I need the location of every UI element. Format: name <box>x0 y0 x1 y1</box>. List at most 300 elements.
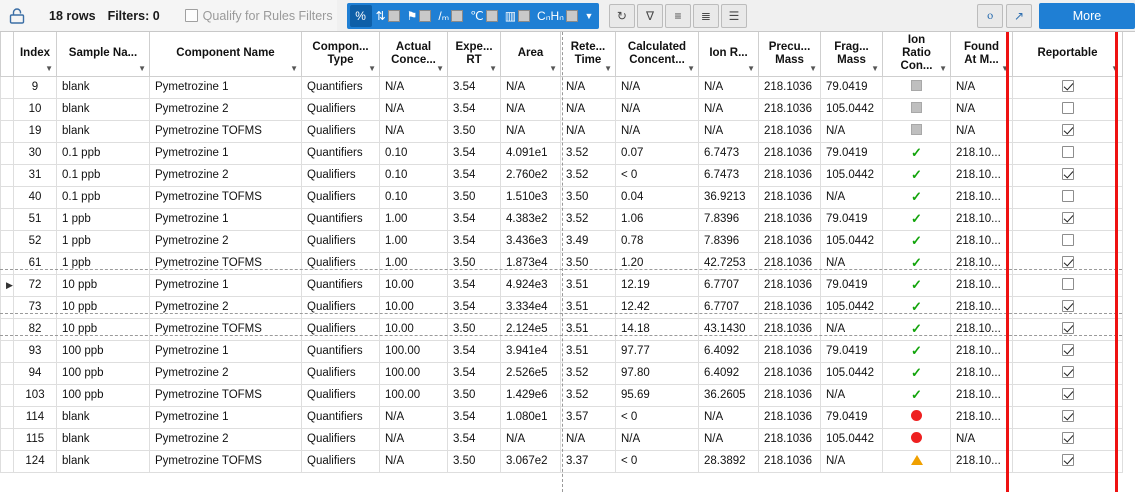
cell-comp_type[interactable]: Quantifiers <box>302 340 380 362</box>
column-header-reportable[interactable]: Reportable ▼ <box>1013 32 1123 76</box>
row-marker[interactable] <box>1 164 14 186</box>
cell-ret_time[interactable]: 3.50 <box>561 252 616 274</box>
row-marker[interactable] <box>1 120 14 142</box>
cell-actual_conc[interactable]: 10.00 <box>380 318 448 340</box>
cell-found_at_m[interactable]: 218.10... <box>951 450 1013 472</box>
cell-reportable[interactable] <box>1013 76 1123 98</box>
cell-exp_rt[interactable]: 3.54 <box>448 296 501 318</box>
cell-calc_conc[interactable]: < 0 <box>616 406 699 428</box>
cell-reportable[interactable] <box>1013 428 1123 450</box>
cell-found_at_m[interactable]: 218.10... <box>951 318 1013 340</box>
cell-actual_conc[interactable]: 0.10 <box>380 164 448 186</box>
cell-component[interactable]: Pymetrozine TOFMS <box>150 384 302 406</box>
cell-exp_rt[interactable]: 3.54 <box>448 208 501 230</box>
chevron-down-icon[interactable]: ▼ <box>436 63 444 73</box>
table-row[interactable] <box>1 274 1123 296</box>
cell-precursor[interactable]: 218.1036 <box>759 428 821 450</box>
cell-component[interactable]: Pymetrozine 2 <box>150 164 302 186</box>
cell-calc_conc[interactable]: 12.19 <box>616 274 699 296</box>
checkbox-box[interactable] <box>185 9 198 22</box>
cell-found_at_m[interactable]: 218.10... <box>951 186 1013 208</box>
cell-found_at_m[interactable]: 218.10... <box>951 230 1013 252</box>
cell-index[interactable]: 9 <box>14 76 57 98</box>
chromatogram-icon[interactable]: ⲟ <box>977 4 1003 28</box>
cell-calc_conc[interactable]: N/A <box>616 76 699 98</box>
cell-ion_ratio[interactable]: 7.8396 <box>699 230 759 252</box>
cell-reportable[interactable] <box>1013 186 1123 208</box>
cell-sample[interactable]: 0.1 ppb <box>57 142 150 164</box>
table-row[interactable] <box>1 340 1123 362</box>
cell-component[interactable]: Pymetrozine 2 <box>150 428 302 450</box>
cell-index[interactable]: 115 <box>14 428 57 450</box>
cell-reportable[interactable] <box>1013 230 1123 252</box>
cell-fragment[interactable]: 79.0419 <box>821 208 883 230</box>
row-marker[interactable] <box>1 384 14 406</box>
reportable-checkbox[interactable] <box>1062 410 1074 422</box>
cell-exp_rt[interactable]: 3.50 <box>448 186 501 208</box>
refresh-icon[interactable]: ↻ <box>609 4 635 28</box>
cell-comp_type[interactable]: Quantifiers <box>302 76 380 98</box>
cell-actual_conc[interactable]: N/A <box>380 98 448 120</box>
chevron-down-icon[interactable]: ▼ <box>290 63 298 73</box>
cell-component[interactable]: Pymetrozine 1 <box>150 76 302 98</box>
cell-precursor[interactable]: 218.1036 <box>759 296 821 318</box>
cell-exp_rt[interactable]: 3.54 <box>448 164 501 186</box>
table-row[interactable] <box>1 186 1123 208</box>
row-marker[interactable] <box>1 274 14 296</box>
formula-icon[interactable]: CₙHₙ <box>534 5 581 27</box>
cell-ret_time[interactable]: N/A <box>561 76 616 98</box>
cell-ion_ratio[interactable]: 43.1430 <box>699 318 759 340</box>
column-header-component[interactable]: Component Name ▼ <box>150 32 302 76</box>
column-header-precursor[interactable]: Precu... Mass ▼ <box>759 32 821 76</box>
cell-component[interactable]: Pymetrozine 1 <box>150 142 302 164</box>
cell-ret_time[interactable]: 3.52 <box>561 362 616 384</box>
cell-found_at_m[interactable]: 218.10... <box>951 142 1013 164</box>
reportable-checkbox[interactable] <box>1062 102 1074 114</box>
cell-component[interactable]: Pymetrozine TOFMS <box>150 120 302 142</box>
cell-area[interactable]: 1.873e4 <box>501 252 561 274</box>
filter-icon[interactable]: ∇ <box>637 4 663 28</box>
column-header-found_at_m[interactable]: Found At M... ▼ <box>951 32 1013 76</box>
cell-exp_rt[interactable]: 3.54 <box>448 274 501 296</box>
cell-area[interactable]: N/A <box>501 428 561 450</box>
cell-ret_time[interactable]: 3.51 <box>561 296 616 318</box>
chevron-down-icon[interactable]: ▼ <box>939 63 947 73</box>
list-icon[interactable]: ☰ <box>721 4 747 28</box>
cell-fragment[interactable]: N/A <box>821 252 883 274</box>
cell-reportable[interactable] <box>1013 296 1123 318</box>
cell-sample[interactable]: 0.1 ppb <box>57 164 150 186</box>
cell-area[interactable]: 2.526e5 <box>501 362 561 384</box>
table-row[interactable] <box>1 362 1123 384</box>
bar-chart-icon[interactable]: ▥ <box>502 5 533 27</box>
column-header-exp_rt[interactable]: Expe... RT ▼ <box>448 32 501 76</box>
cell-actual_conc[interactable]: 10.00 <box>380 296 448 318</box>
table-row[interactable] <box>1 428 1123 450</box>
cell-calc_conc[interactable]: 95.69 <box>616 384 699 406</box>
qualify-for-rules-filters-checkbox[interactable] <box>185 9 333 23</box>
cell-area[interactable]: 3.436e3 <box>501 230 561 252</box>
cell-found_at_m[interactable]: N/A <box>951 120 1013 142</box>
row-marker[interactable] <box>1 362 14 384</box>
cell-component[interactable]: Pymetrozine 2 <box>150 362 302 384</box>
cell-comp_type[interactable]: Qualifiers <box>302 384 380 406</box>
cell-reportable[interactable] <box>1013 318 1123 340</box>
cell-reportable[interactable] <box>1013 208 1123 230</box>
cell-component[interactable]: Pymetrozine TOFMS <box>150 186 302 208</box>
row-marker[interactable] <box>1 428 14 450</box>
cell-actual_conc[interactable]: 100.00 <box>380 362 448 384</box>
cell-exp_rt[interactable]: 3.50 <box>448 318 501 340</box>
cell-calc_conc[interactable]: 97.77 <box>616 340 699 362</box>
cell-area[interactable]: 3.067e2 <box>501 450 561 472</box>
cell-actual_conc[interactable]: 1.00 <box>380 230 448 252</box>
reportable-checkbox[interactable] <box>1062 388 1074 400</box>
per-amu-icon[interactable]: /ₘ <box>435 5 466 27</box>
cell-ion_ratio[interactable]: 36.2605 <box>699 384 759 406</box>
cell-fragment[interactable]: 105.0442 <box>821 362 883 384</box>
cell-area[interactable]: 2.760e2 <box>501 164 561 186</box>
column-header-comp_type[interactable]: Compon... Type ▼ <box>302 32 380 76</box>
cell-exp_rt[interactable]: 3.50 <box>448 384 501 406</box>
cell-sample[interactable]: blank <box>57 406 150 428</box>
cell-component[interactable]: Pymetrozine 2 <box>150 98 302 120</box>
cell-comp_type[interactable]: Quantifiers <box>302 142 380 164</box>
cell-index[interactable]: 40 <box>14 186 57 208</box>
row-marker[interactable] <box>1 208 14 230</box>
cell-found_at_m[interactable]: 218.10... <box>951 340 1013 362</box>
cell-precursor[interactable]: 218.1036 <box>759 164 821 186</box>
cell-comp_type[interactable]: Qualifiers <box>302 98 380 120</box>
cell-index[interactable]: 114 <box>14 406 57 428</box>
cell-exp_rt[interactable]: 3.50 <box>448 252 501 274</box>
cell-ion_ratio[interactable]: 6.4092 <box>699 340 759 362</box>
cell-exp_rt[interactable]: 3.54 <box>448 142 501 164</box>
cell-calc_conc[interactable]: 12.42 <box>616 296 699 318</box>
chevron-down-icon[interactable]: ▼ <box>45 63 53 73</box>
cell-comp_type[interactable]: Quantifiers <box>302 406 380 428</box>
cell-area[interactable]: 4.091e1 <box>501 142 561 164</box>
cell-calc_conc[interactable]: 0.07 <box>616 142 699 164</box>
column-header-sample[interactable]: Sample Na... ▼ <box>57 32 150 76</box>
cell-found_at_m[interactable]: 218.10... <box>951 274 1013 296</box>
table-row[interactable] <box>1 142 1123 164</box>
cell-precursor[interactable]: 218.1036 <box>759 406 821 428</box>
cell-precursor[interactable]: 218.1036 <box>759 208 821 230</box>
sort-ascending-icon[interactable]: ⇅ <box>373 5 403 27</box>
percent-icon[interactable]: % <box>350 5 372 27</box>
cell-sample[interactable]: 10 ppb <box>57 296 150 318</box>
reportable-checkbox[interactable] <box>1062 300 1074 312</box>
reportable-checkbox[interactable] <box>1062 168 1074 180</box>
lock-icon[interactable] <box>6 5 28 27</box>
chevron-down-icon[interactable]: ▼ <box>138 63 146 73</box>
cell-calc_conc[interactable]: N/A <box>616 428 699 450</box>
cell-index[interactable]: 124 <box>14 450 57 472</box>
table-row[interactable] <box>1 384 1123 406</box>
cell-calc_conc[interactable]: N/A <box>616 120 699 142</box>
cell-comp_type[interactable]: Qualifiers <box>302 296 380 318</box>
cell-fragment[interactable]: 105.0442 <box>821 230 883 252</box>
cell-fragment[interactable]: N/A <box>821 120 883 142</box>
cell-ion_ratio[interactable]: 42.7253 <box>699 252 759 274</box>
cell-found_at_m[interactable]: 218.10... <box>951 384 1013 406</box>
table-row[interactable] <box>1 208 1123 230</box>
cell-actual_conc[interactable]: 0.10 <box>380 186 448 208</box>
cell-calc_conc[interactable]: 0.78 <box>616 230 699 252</box>
cell-ret_time[interactable]: 3.51 <box>561 274 616 296</box>
reportable-checkbox[interactable] <box>1062 454 1074 466</box>
cell-sample[interactable]: 100 ppb <box>57 362 150 384</box>
column-header-actual_conc[interactable]: Actual Conce... ▼ <box>380 32 448 76</box>
cell-sample[interactable]: blank <box>57 98 150 120</box>
cell-fragment[interactable]: N/A <box>821 186 883 208</box>
cell-exp_rt[interactable]: 3.50 <box>448 450 501 472</box>
cell-ret_time[interactable]: 3.52 <box>561 208 616 230</box>
cell-index[interactable]: 94 <box>14 362 57 384</box>
cell-component[interactable]: Pymetrozine 1 <box>150 406 302 428</box>
cell-comp_type[interactable]: Qualifiers <box>302 318 380 340</box>
cell-sample[interactable]: 10 ppb <box>57 274 150 296</box>
table-row[interactable] <box>1 318 1123 340</box>
table-row[interactable] <box>1 120 1123 142</box>
cell-index[interactable]: 93 <box>14 340 57 362</box>
cell-precursor[interactable]: 218.1036 <box>759 318 821 340</box>
cell-fragment[interactable]: 79.0419 <box>821 406 883 428</box>
cell-found_at_m[interactable]: N/A <box>951 76 1013 98</box>
cell-sample[interactable]: blank <box>57 76 150 98</box>
cell-index[interactable]: 30 <box>14 142 57 164</box>
cell-sample[interactable]: 1 ppb <box>57 230 150 252</box>
cell-fragment[interactable]: 79.0419 <box>821 142 883 164</box>
table-row[interactable] <box>1 76 1123 98</box>
cell-ret_time[interactable]: 3.49 <box>561 230 616 252</box>
cell-actual_conc[interactable]: N/A <box>380 120 448 142</box>
cell-precursor[interactable]: 218.1036 <box>759 120 821 142</box>
chevron-down-icon[interactable]: ▼ <box>687 63 695 73</box>
row-marker[interactable] <box>1 230 14 252</box>
cell-area[interactable]: 2.124e5 <box>501 318 561 340</box>
chevron-down-icon[interactable]: ▼ <box>747 63 755 73</box>
cell-index[interactable]: 51 <box>14 208 57 230</box>
row-marker[interactable] <box>1 318 14 340</box>
cell-ret_time[interactable]: 3.52 <box>561 142 616 164</box>
cell-found_at_m[interactable]: 218.10... <box>951 208 1013 230</box>
results-grid[interactable] <box>0 32 1135 492</box>
row-marker[interactable] <box>1 252 14 274</box>
cell-index[interactable]: 72 <box>14 274 57 296</box>
cell-component[interactable]: Pymetrozine 1 <box>150 340 302 362</box>
align-left-icon[interactable]: ≡ <box>665 4 691 28</box>
chevron-down-icon[interactable]: ▼ <box>1111 63 1119 73</box>
reportable-checkbox[interactable] <box>1062 212 1074 224</box>
reportable-checkbox[interactable] <box>1062 322 1074 334</box>
cell-area[interactable]: 4.924e3 <box>501 274 561 296</box>
cell-ion_ratio[interactable]: N/A <box>699 98 759 120</box>
row-marker[interactable] <box>1 142 14 164</box>
cell-precursor[interactable]: 218.1036 <box>759 384 821 406</box>
cell-sample[interactable]: 10 ppb <box>57 318 150 340</box>
cell-reportable[interactable] <box>1013 362 1123 384</box>
cell-ion_ratio[interactable]: 36.9213 <box>699 186 759 208</box>
cell-found_at_m[interactable]: 218.10... <box>951 362 1013 384</box>
row-marker[interactable] <box>1 406 14 428</box>
cell-found_at_m[interactable]: N/A <box>951 98 1013 120</box>
cell-exp_rt[interactable]: 3.50 <box>448 120 501 142</box>
cell-fragment[interactable]: N/A <box>821 318 883 340</box>
cell-fragment[interactable]: 79.0419 <box>821 76 883 98</box>
cell-actual_conc[interactable]: 0.10 <box>380 142 448 164</box>
cell-area[interactable]: 1.080e1 <box>501 406 561 428</box>
cell-ion_ratio[interactable]: N/A <box>699 428 759 450</box>
cell-precursor[interactable]: 218.1036 <box>759 230 821 252</box>
cell-fragment[interactable]: 105.0442 <box>821 98 883 120</box>
cell-ion_ratio[interactable]: N/A <box>699 406 759 428</box>
cell-precursor[interactable]: 218.1036 <box>759 362 821 384</box>
cell-exp_rt[interactable]: 3.54 <box>448 362 501 384</box>
table-row[interactable] <box>1 164 1123 186</box>
cell-area[interactable]: N/A <box>501 76 561 98</box>
row-marker[interactable] <box>1 450 14 472</box>
cell-ret_time[interactable]: 3.37 <box>561 450 616 472</box>
cell-comp_type[interactable]: Qualifiers <box>302 252 380 274</box>
cell-precursor[interactable]: 218.1036 <box>759 142 821 164</box>
cell-exp_rt[interactable]: 3.54 <box>448 230 501 252</box>
cell-ret_time[interactable]: 3.57 <box>561 406 616 428</box>
cell-reportable[interactable] <box>1013 164 1123 186</box>
reportable-checkbox[interactable] <box>1062 278 1074 290</box>
cell-comp_type[interactable]: Qualifiers <box>302 362 380 384</box>
cell-component[interactable]: Pymetrozine 2 <box>150 230 302 252</box>
cell-calc_conc[interactable]: 1.06 <box>616 208 699 230</box>
cell-ion_ratio[interactable]: 6.4092 <box>699 362 759 384</box>
cell-index[interactable]: 73 <box>14 296 57 318</box>
table-row[interactable] <box>1 98 1123 120</box>
cell-reportable[interactable] <box>1013 450 1123 472</box>
temperature-icon[interactable]: ℃ <box>467 5 500 27</box>
table-row[interactable] <box>1 230 1123 252</box>
reportable-checkbox[interactable] <box>1062 146 1074 158</box>
cell-component[interactable]: Pymetrozine 2 <box>150 296 302 318</box>
cell-precursor[interactable]: 218.1036 <box>759 98 821 120</box>
cell-found_at_m[interactable]: 218.10... <box>951 406 1013 428</box>
cell-exp_rt[interactable]: 3.54 <box>448 428 501 450</box>
cell-component[interactable]: Pymetrozine TOFMS <box>150 318 302 340</box>
cell-area[interactable]: N/A <box>501 120 561 142</box>
cell-sample[interactable]: 1 ppb <box>57 252 150 274</box>
cell-ion_ratio[interactable]: 6.7473 <box>699 164 759 186</box>
cell-calc_conc[interactable]: N/A <box>616 98 699 120</box>
cell-sample[interactable]: 1 ppb <box>57 208 150 230</box>
column-header-area[interactable]: Area ▼ <box>501 32 561 76</box>
cell-fragment[interactable]: 105.0442 <box>821 164 883 186</box>
cell-fragment[interactable]: 105.0442 <box>821 296 883 318</box>
cell-calc_conc[interactable]: < 0 <box>616 164 699 186</box>
cell-comp_type[interactable]: Qualifiers <box>302 428 380 450</box>
cell-ion_ratio[interactable]: 6.7707 <box>699 274 759 296</box>
reportable-checkbox[interactable] <box>1062 366 1074 378</box>
cell-exp_rt[interactable]: 3.54 <box>448 340 501 362</box>
cell-reportable[interactable] <box>1013 406 1123 428</box>
cell-index[interactable]: 103 <box>14 384 57 406</box>
cell-ret_time[interactable]: N/A <box>561 120 616 142</box>
cell-actual_conc[interactable]: 100.00 <box>380 340 448 362</box>
reportable-checkbox[interactable] <box>1062 190 1074 202</box>
cell-ret_time[interactable]: N/A <box>561 98 616 120</box>
cell-ret_time[interactable]: 3.50 <box>561 186 616 208</box>
cell-fragment[interactable]: 79.0419 <box>821 274 883 296</box>
cell-sample[interactable]: blank <box>57 450 150 472</box>
cell-actual_conc[interactable]: 1.00 <box>380 208 448 230</box>
cell-area[interactable]: 3.941e4 <box>501 340 561 362</box>
cell-index[interactable]: 82 <box>14 318 57 340</box>
cell-component[interactable]: Pymetrozine TOFMS <box>150 450 302 472</box>
cell-ion_ratio[interactable]: N/A <box>699 76 759 98</box>
table-row[interactable] <box>1 406 1123 428</box>
cell-index[interactable]: 31 <box>14 164 57 186</box>
cell-reportable[interactable] <box>1013 340 1123 362</box>
table-row[interactable] <box>1 450 1123 472</box>
cell-sample[interactable]: 100 ppb <box>57 384 150 406</box>
cell-ion_ratio[interactable]: 6.7473 <box>699 142 759 164</box>
column-header-fragment[interactable]: Frag... Mass ▼ <box>821 32 883 76</box>
cell-component[interactable]: Pymetrozine TOFMS <box>150 252 302 274</box>
row-marker[interactable] <box>1 76 14 98</box>
chevron-down-icon[interactable]: ▼ <box>1001 63 1009 73</box>
cell-fragment[interactable]: N/A <box>821 384 883 406</box>
cell-index[interactable]: 52 <box>14 230 57 252</box>
cell-comp_type[interactable]: Qualifiers <box>302 230 380 252</box>
row-marker[interactable] <box>1 98 14 120</box>
cell-comp_type[interactable]: Quantifiers <box>302 274 380 296</box>
column-header-ion_ratio_con[interactable]: Ion Ratio Con... ▼ <box>883 32 951 76</box>
line-chart-icon[interactable]: ↗ <box>1006 4 1032 28</box>
cell-actual_conc[interactable]: N/A <box>380 428 448 450</box>
chevron-down-icon[interactable]: ▼ <box>871 63 879 73</box>
cell-found_at_m[interactable]: 218.10... <box>951 252 1013 274</box>
cell-actual_conc[interactable]: N/A <box>380 76 448 98</box>
cell-reportable[interactable] <box>1013 120 1123 142</box>
cell-ion_ratio[interactable]: 7.8396 <box>699 208 759 230</box>
cell-precursor[interactable]: 218.1036 <box>759 252 821 274</box>
cell-reportable[interactable] <box>1013 98 1123 120</box>
cell-calc_conc[interactable]: 1.20 <box>616 252 699 274</box>
cell-area[interactable]: 1.510e3 <box>501 186 561 208</box>
cell-component[interactable]: Pymetrozine 1 <box>150 274 302 296</box>
cell-reportable[interactable] <box>1013 274 1123 296</box>
table-row[interactable] <box>1 296 1123 318</box>
cell-comp_type[interactable]: Qualifiers <box>302 120 380 142</box>
cell-found_at_m[interactable]: N/A <box>951 428 1013 450</box>
chevron-down-icon[interactable]: ▼ <box>549 63 557 73</box>
cell-comp_type[interactable]: Qualifiers <box>302 450 380 472</box>
reportable-checkbox[interactable] <box>1062 344 1074 356</box>
cell-precursor[interactable]: 218.1036 <box>759 340 821 362</box>
row-marker[interactable] <box>1 340 14 362</box>
chevron-down-icon[interactable]: ▼ <box>604 63 612 73</box>
reportable-checkbox[interactable] <box>1062 124 1074 136</box>
cell-exp_rt[interactable]: 3.54 <box>448 76 501 98</box>
column-header-calc_conc[interactable]: Calculated Concent... ▼ <box>616 32 699 76</box>
cell-actual_conc[interactable]: 1.00 <box>380 252 448 274</box>
cell-ion_ratio[interactable]: 28.3892 <box>699 450 759 472</box>
cell-comp_type[interactable]: Qualifiers <box>302 186 380 208</box>
cell-fragment[interactable]: N/A <box>821 450 883 472</box>
cell-exp_rt[interactable]: 3.54 <box>448 406 501 428</box>
cell-ion_ratio[interactable]: 6.7707 <box>699 296 759 318</box>
cell-actual_conc[interactable]: N/A <box>380 406 448 428</box>
